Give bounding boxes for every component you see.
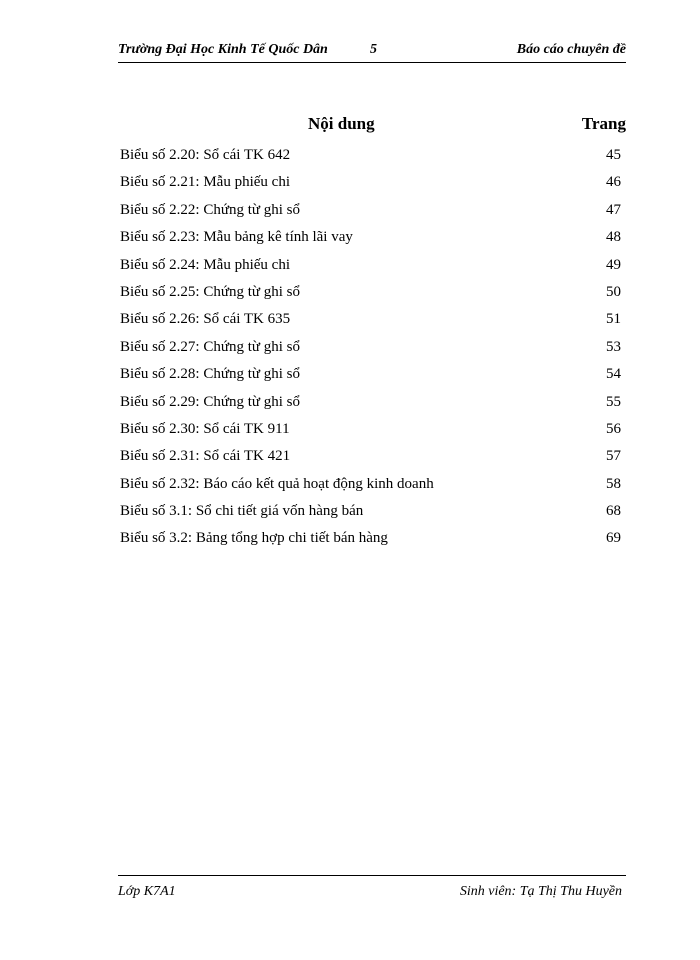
- page-footer: [118, 875, 626, 906]
- toc-row: [118, 227, 626, 254]
- toc-row-page: 53: [606, 338, 621, 355]
- toc-row-label: Biểu số 2.30: Sổ cái TK 911: [120, 420, 290, 437]
- toc-row-label: Biểu số 2.23: Mẫu bảng kê tính lãi vay: [120, 229, 353, 246]
- header-doc-title: Báo cáo chuyên đề: [516, 42, 626, 57]
- toc-list: [118, 145, 626, 556]
- toc-row-page: 50: [606, 283, 621, 300]
- toc-row: [118, 419, 626, 446]
- toc-row-page: 47: [606, 201, 621, 218]
- footer-student: Sinh viên: Tạ Thị Thu Huyền: [459, 884, 622, 899]
- page-header: [118, 40, 626, 63]
- toc-row-page: 54: [606, 366, 621, 383]
- toc-row: [118, 501, 626, 528]
- toc-row: [118, 364, 626, 391]
- toc-row-label: Biểu số 2.32: Báo cáo kết quả hoạt động kinh doanh: [120, 475, 434, 492]
- toc-row-page: 56: [606, 420, 621, 437]
- footer-class: Lớp K7A1: [118, 884, 176, 899]
- toc-row-label: Biểu số 2.24: Mẫu phiếu chi: [120, 256, 290, 273]
- toc-row: [118, 446, 626, 473]
- toc-row-label: Biểu số 2.25: Chứng từ ghi sổ: [120, 283, 301, 300]
- toc-header: [118, 114, 626, 136]
- toc-row-label: Biểu số 2.22: Chứng từ ghi sổ: [120, 201, 301, 218]
- toc-row: [118, 309, 626, 336]
- toc-row-page: 49: [606, 256, 621, 273]
- toc-row: [118, 528, 626, 555]
- toc-row-page: 57: [606, 448, 621, 465]
- toc-row-page: 58: [606, 475, 621, 492]
- toc-row-label: Biểu số 2.21: Mẫu phiếu chi: [120, 174, 290, 191]
- toc-row: [118, 474, 626, 501]
- toc-row-page: 48: [606, 229, 621, 246]
- toc-row-page: 51: [606, 311, 621, 328]
- header-page-number: 5: [370, 42, 377, 57]
- toc-row: [118, 255, 626, 282]
- toc-row: [118, 200, 626, 227]
- toc-row-page: 55: [606, 393, 621, 410]
- toc-row-page: 46: [606, 174, 621, 191]
- header-school: Trường Đại Học Kinh Tế Quốc Dân: [118, 42, 328, 57]
- toc-col-content: Nội dung: [308, 114, 375, 133]
- toc-row-label: Biểu số 3.1: Sổ chi tiết giá vốn hàng bán: [120, 503, 364, 520]
- toc-row-label: Biểu số 3.2: Bảng tổng hợp chi tiết bán hàng: [120, 530, 388, 547]
- toc-row: [118, 392, 626, 419]
- toc-row-page: 69: [606, 530, 621, 547]
- toc-col-page: Trang: [581, 114, 626, 133]
- toc-row-label: Biểu số 2.20: Sổ cái TK 642: [120, 147, 291, 163]
- toc-row-label: Biểu số 2.27: Chứng từ ghi sổ: [120, 338, 301, 355]
- toc-row: [118, 282, 626, 309]
- toc-row-label: Biểu số 2.28: Chứng từ ghi sổ: [120, 366, 301, 383]
- toc-row-label: Biểu số 2.31: Sổ cái TK 421: [120, 448, 291, 465]
- toc-row-page: 45: [606, 147, 621, 163]
- toc-row: [118, 145, 626, 172]
- toc-row-label: Biểu số 2.29: Chứng từ ghi sổ: [120, 393, 301, 410]
- toc-row-label: Biểu số 2.26: Sổ cái TK 635: [120, 311, 291, 328]
- toc-row: [118, 172, 626, 199]
- toc-row-page: 68: [606, 503, 621, 520]
- toc-row: [118, 337, 626, 364]
